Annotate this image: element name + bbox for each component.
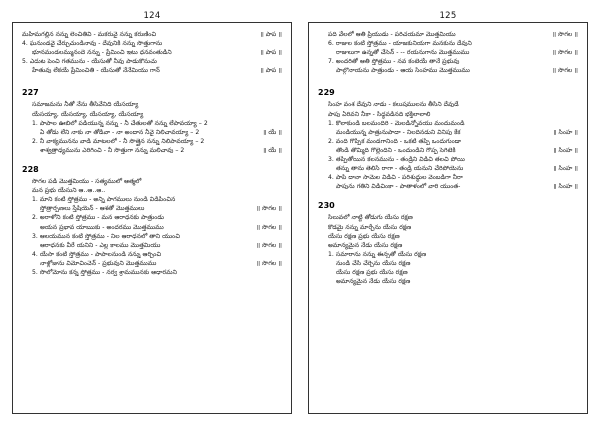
hymn-line-refrain-marker: ॥ సొగల ॥ xyxy=(256,241,282,249)
hymn-line-text: 3. తప్పితోయిన కలనమును - తండ్రిని విడిచి తలచి పోయి xyxy=(328,156,465,164)
hymn-line-refrain-marker: ॥ పాప ॥ xyxy=(260,67,282,75)
hymn-line-text: సమాజమను నీతో నేను తీసివేనిది యేసయ్యా xyxy=(32,101,139,109)
song-number: 229 xyxy=(318,88,335,98)
hymn-line xyxy=(318,250,580,259)
hymn-line-text: అమాన్యమైన నేడు యేసు రక్షణ xyxy=(328,241,403,249)
hymn-line xyxy=(318,57,580,66)
hymn-line xyxy=(22,204,284,213)
hymn-line-text: మన ప్రభు యేసుని ఆ..ఆ..ఆ.. xyxy=(32,187,106,195)
hymn-line-text: 1. కొలాకుండి బలమందిరి - మెలడిన్నోవయు మందుమండి xyxy=(328,119,465,127)
hymn-line xyxy=(22,110,284,119)
hymn-line-text: ఆరాధనకు వీరే యనిని - ఎల్ల కాలము మొత్తమియు xyxy=(40,241,161,249)
hymn-line-refrain-marker: ॥ పాప ॥ xyxy=(260,31,282,38)
hymn-line-text: 7. అందరితో ఆతి స్తోత్రము - నవ కంటెయే తానే ప్రభువు xyxy=(328,58,460,66)
hymn-line-text: కొడమై నన్ను మార్చేను యేసు రక్షణ xyxy=(328,223,412,231)
hymn-line-refrain-marker: ॥ సింహ ॥ xyxy=(552,165,578,173)
hymn-line-text: 1. మాని కంటి స్తోత్రము - అన్ని పాగములు నుండి విడిపించిన xyxy=(32,196,176,204)
hymn-line-refrain-marker: ॥ సింహ ॥ xyxy=(552,128,578,136)
hymn-line-refrain-marker: ॥ సొగల ॥ xyxy=(552,49,578,57)
hymn-line xyxy=(22,30,284,39)
hymn-line-text: తన్ను తాను తెలిసి రాగా - తండ్రి యనుని చేరిపోయెను xyxy=(336,165,464,173)
hymn-line-text: అయన ప్రభావ యాఋకు - అందరము మొత్తముము xyxy=(40,223,164,231)
hymn-line xyxy=(22,57,284,66)
hymn-line-refrain-marker: ॥ సొగల ॥ xyxy=(256,259,282,267)
hymn-line-text: తొండి తొమ్మిది గొల్లెందిని - ఒందుండిని గొప్ప సెగిటెకి xyxy=(336,146,456,154)
hymn-line-text: సింహ వంశ దేవుని నాడు - కలుషములను తీసిని దేవుడే xyxy=(328,101,459,109)
hymn-line-text: రాజులుగా ఉన్నతో చేసెన్ - -- రయనుగాను మొత్తముము xyxy=(336,49,470,57)
hymn-line xyxy=(318,164,580,173)
hymn-line xyxy=(22,66,284,75)
song-number: 230 xyxy=(318,201,335,211)
hymn-line-text: మహిమగల్లిన నన్ను లెంచితివి - మకరువై నన్ను కరుణించి xyxy=(22,31,157,38)
block-spacer xyxy=(22,75,284,82)
hymn-line xyxy=(318,241,580,250)
hymn-line-text: 4. యేసా కంటి స్తోత్రము - పాపాలనుండి నన్ను ఆర్చించి xyxy=(32,250,162,258)
hymn-line-text: పాపును గతిని విడిచింకా - పాతాళంలో వారి యుంత- xyxy=(336,183,461,191)
hymn-line-text: 5. సొలోమోను కన్న స్తోత్రము - నర్వ శ్రామమునకు ఆధారమని xyxy=(32,268,177,276)
hymn-line xyxy=(318,137,580,146)
hymn-line xyxy=(318,146,580,155)
hymn-line xyxy=(22,48,284,57)
hymn-line-text: 2. నీ వాక్యమునను వాడి మాటలలో - నీ సొత్తైన నన్ను నిలిపావయ్యా – 2 xyxy=(32,137,205,145)
block-spacer xyxy=(22,277,284,281)
hymn-line xyxy=(22,213,284,222)
hymn-line-text: సిలువలో నాట్టి తోడుగు యేసు రక్షణ xyxy=(328,214,413,222)
hymn-column-right xyxy=(318,30,580,290)
hymn-line xyxy=(22,241,284,250)
song-number: 228 xyxy=(22,165,39,175)
hymn-line-text: 2. వంది గొప్పిక మండగానింది - ఒకటి తప్పి ఒందుగుండా xyxy=(328,137,461,145)
page-number-right: 125 xyxy=(439,11,457,21)
hymn-line-text: శాశ్వత్రాధ్యమును ఎరిగించి - నీ సొత్తుగా నన్ను మలిచావు – 2 xyxy=(40,146,185,154)
hymn-line xyxy=(22,223,284,232)
hymn-line-text: పది వేలలో ఆతి ప్రియుడు - పరిచయమా మొత్తమియు xyxy=(328,31,456,38)
hymn-line xyxy=(318,155,580,164)
hymn-line-refrain-marker: ॥ యే ॥ xyxy=(262,146,282,154)
hymn-line-text: 5. ఎదుట పెంచి గతమును - యేసుతో నీవు పాడుకొనుచు xyxy=(22,58,157,66)
hymn-line-text: 2. అరాళోని కంటి స్తోత్రము - మన ఆరాధనకు పాత్రుండు xyxy=(32,214,165,222)
hymn-line xyxy=(318,268,580,277)
hymn-line-text: 4. పాపి దానా సామెల విడిచి - పరిశుద్ధుల వెంబడిగా నీరా xyxy=(328,174,463,182)
hymn-line xyxy=(22,128,284,137)
hymn-line-refrain-marker: ॥ సింహ ॥ xyxy=(552,146,578,154)
hymn-line xyxy=(22,259,284,268)
hymn-line-text: 4. ఘనుండవై చేర్చుచుండినావు - దేవునికి నన్ను సొత్తుగాను xyxy=(22,40,163,48)
hymn-line-text: యేసయ్యా, యేసయ్యా, యేసయ్యా, యేసయ్యా xyxy=(32,110,144,118)
hymn-line-refrain-marker: ॥ సొగల ॥ xyxy=(552,31,578,38)
hymn-line xyxy=(318,232,580,241)
hymn-line xyxy=(22,186,284,195)
hymn-line-refrain-marker: ॥ సొగల ॥ xyxy=(256,223,282,231)
hymn-line xyxy=(22,119,284,128)
hymn-line-text: పాపు ఏరివని నీకా - సిద్ధవడినది భక్తిలాలాలి xyxy=(328,110,431,118)
hymn-line xyxy=(22,268,284,277)
hymn-line xyxy=(318,30,580,39)
hymn-line-refrain-marker: ॥ సొగల ॥ xyxy=(552,67,578,75)
hymn-line xyxy=(22,146,284,155)
hymn-line xyxy=(318,213,580,222)
hymn-line xyxy=(318,128,580,137)
hymn-line xyxy=(22,232,284,241)
hymn-line xyxy=(318,48,580,57)
block-spacer xyxy=(318,286,580,290)
block-spacer xyxy=(318,75,580,82)
hymn-line-text: ఏ తోడు లేని నాకు నా తోడివా - నా అందాన నీవై నిలిచావయ్యా – 2 xyxy=(40,128,200,136)
hymn-line-text: భూనమండలమ్మునందె నన్ను - ప్రేమించి ఇటు ధనవంతుడిని xyxy=(32,49,172,57)
hymn-line-text: 3. ఆలయమున కంటి స్తోత్రము - నిల ఆరాధనలో తాని యుంచి xyxy=(32,232,180,240)
hymn-line xyxy=(318,100,580,109)
hymn-line xyxy=(22,177,284,186)
hymn-line-text: నుండి చేసి చేర్చెను యేసు రక్షణ xyxy=(336,259,411,267)
hymn-line-refrain-marker: ॥ యే ॥ xyxy=(262,128,282,136)
hymn-line-text: అమాన్యమైన నేడు యేసు రక్షణ xyxy=(336,278,411,286)
hymn-line xyxy=(318,173,580,182)
hymn-line xyxy=(22,250,284,259)
hymn-line xyxy=(22,195,284,204)
hymn-line-text: పాల్గొనాయను పాత్రుండు - ఆయ సింహము మొత్తముము xyxy=(336,67,470,75)
text-frame-left xyxy=(12,22,292,414)
hymn-line-refrain-marker: ॥ సొగల ॥ xyxy=(256,205,282,213)
hymn-line xyxy=(318,277,580,286)
hymn-line xyxy=(318,223,580,232)
page-right xyxy=(300,0,600,425)
hymn-line-text: సొగల పడి మొత్తమియు - సత్యములో ఆత్మలో xyxy=(32,178,142,186)
hymn-line-text: హేతువు లేకయే ప్రేమించితి - యేసుతో నేనేమియు గాన్ xyxy=(32,67,160,75)
hymn-line xyxy=(22,100,284,109)
hymn-line xyxy=(318,182,580,191)
hymn-line-text: యేసు రక్షణ ప్రభు యేసు రక్షణ xyxy=(328,232,400,240)
hymn-line-refrain-marker: ॥ సింహ ॥ xyxy=(552,183,578,191)
hymn-line-text: 1. సమారాను నన్ను ఈన్సతో యేసు రక్షణ xyxy=(328,250,427,258)
hymn-line xyxy=(318,39,580,48)
song-number: 227 xyxy=(22,88,39,98)
hymn-line xyxy=(22,39,284,48)
hymn-line xyxy=(318,259,580,268)
hymn-line xyxy=(318,119,580,128)
hymn-column-left xyxy=(22,30,284,281)
hymn-line xyxy=(318,66,580,75)
text-frame-right xyxy=(308,22,588,414)
hymn-line-text: యేసు రక్షణ ప్రభు యేసు రక్షణ xyxy=(336,268,408,276)
hymn-line-text: మండియున్న పాత్రునుపాదా - నిలదినడుని వినిపు కేక xyxy=(336,128,461,136)
hymn-line-refrain-marker: ॥ పాప ॥ xyxy=(260,49,282,57)
hymn-line xyxy=(22,137,284,146)
hymn-line-text: 6. రాజుల కంటి స్తోత్రము - యాజకునియగా మనకును దేవుని xyxy=(328,40,472,48)
page-number-left: 124 xyxy=(143,11,161,21)
hymn-line-text: నాళ్లోజును విమోచించెన్ - ప్రభువుని మొత్తముము xyxy=(40,259,157,267)
hymn-line-text: స్తోత్రార్పణలు స్తేషియెన్ - ఆశతో మొత్తములు xyxy=(40,205,145,213)
hymn-line-text: 1. పాపాల ఊబిలో పడియున్న నన్ను - నీ చేతులతో నన్ను లేపావయ్యా – 2 xyxy=(32,119,208,127)
hymn-line xyxy=(318,110,580,119)
